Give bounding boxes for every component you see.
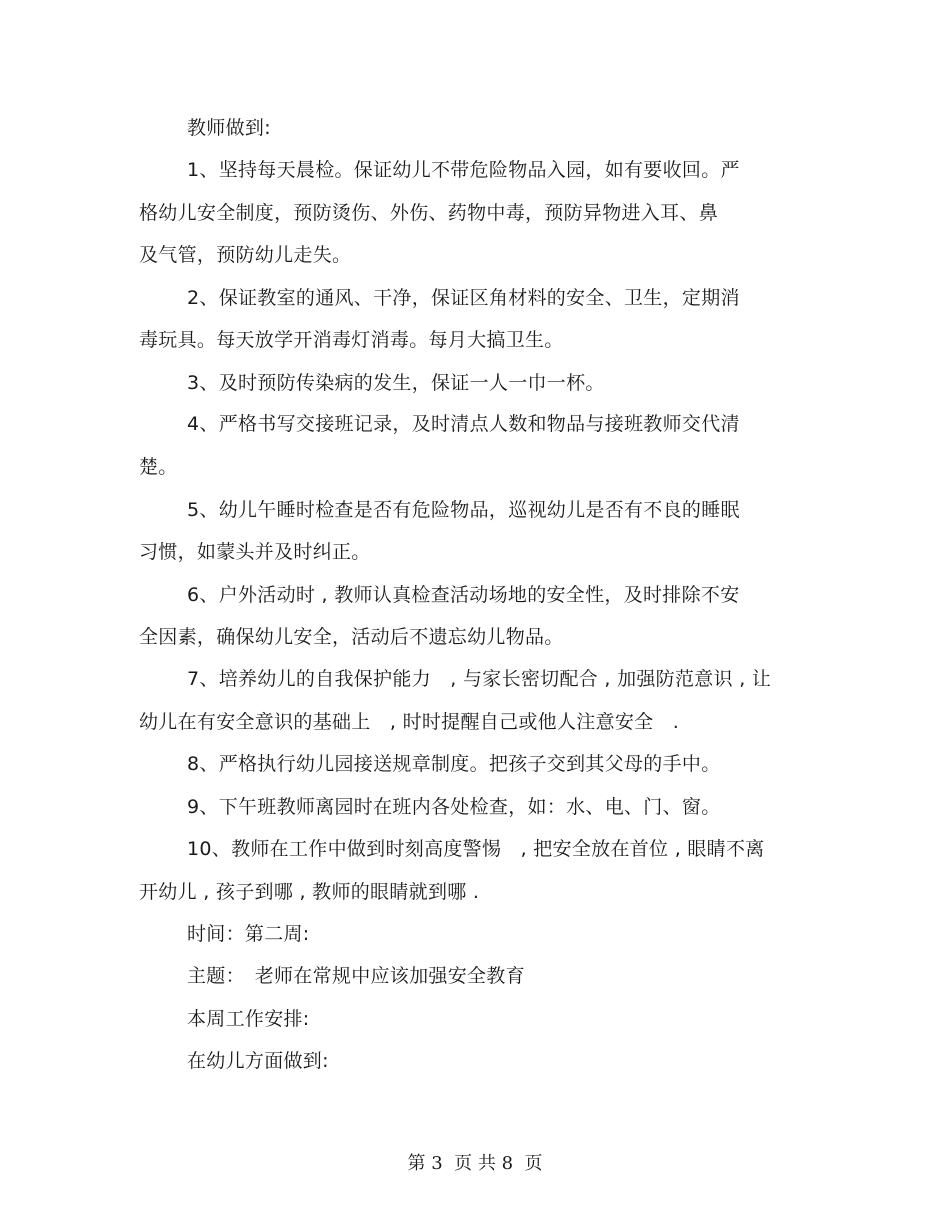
paragraph-line: 楚。: [139, 456, 178, 478]
paragraph-line: 8、严格执行幼儿园接送规章制度。把孩子交到其父母的手中。: [187, 753, 721, 775]
paragraph-line: 习惯，如蒙头并及时纠正。: [139, 541, 371, 563]
paragraph-line: 10、教师在工作中做到时刻高度警惕 , 把安全放在首位 , 眼睛不离: [187, 838, 765, 860]
paragraph-line: 5、幼儿午睡时检查是否有危险物品，巡视幼儿是否有不良的睡眠: [187, 499, 740, 521]
time-line: 时间：第二周:: [187, 923, 310, 945]
children-section-heading: 在幼儿方面做到:: [187, 1050, 329, 1072]
paragraph-line: 9、下午班教师离园时在班内各处检查，如：水、电、门、窗。: [187, 796, 721, 818]
paragraph-line: 格幼儿安全制度，预防烫伤、外伤、药物中毒，预防异物进入耳、鼻: [139, 202, 719, 224]
paragraph-line: 全因素，确保幼儿安全，活动后不遗忘幼儿物品。: [139, 626, 564, 648]
paragraph-line: 6、户外活动时 , 教师认真检查活动场地的安全性，及时排除不安: [187, 584, 740, 606]
paragraph-line: 7、培养幼儿的自我保护能力 , 与家长密切配合 , 加强防范意识 , 让: [187, 668, 772, 690]
paragraph-line: 幼儿在有安全意识的基础上 , 时时提醒自己或他人注意安全 .: [139, 711, 680, 733]
paragraph-line: 3、及时预防传染病的发生，保证一人一巾一杯。: [187, 372, 605, 394]
weekly-plan-heading: 本周工作安排:: [187, 1008, 310, 1030]
page-number-footer: 第 3 页 共 8 页: [407, 1153, 543, 1174]
paragraph-line: 4、严格书写交接班记录，及时清点人数和物品与接班教师交代清: [187, 413, 740, 435]
paragraph-line: 及气管，预防幼儿走失。: [139, 244, 352, 266]
paragraph-line: 1、坚持每天晨检。保证幼儿不带危险物品入园，如有要收回。严: [187, 159, 740, 181]
section-heading-teacher: 教师做到:: [187, 117, 271, 139]
paragraph-line: 2、保证教室的通风、干净，保证区角材料的安全、卫生，定期消: [187, 287, 740, 309]
paragraph-line: 开幼儿 , 孩子到哪 , 教师的眼睛就到哪 .: [139, 881, 480, 903]
paragraph-line: 毒玩具。每天放学开消毒灯消毒。每月大搞卫生。: [139, 329, 564, 351]
theme-line: 主题： 老师在常规中应该加强安全教育: [187, 965, 525, 987]
